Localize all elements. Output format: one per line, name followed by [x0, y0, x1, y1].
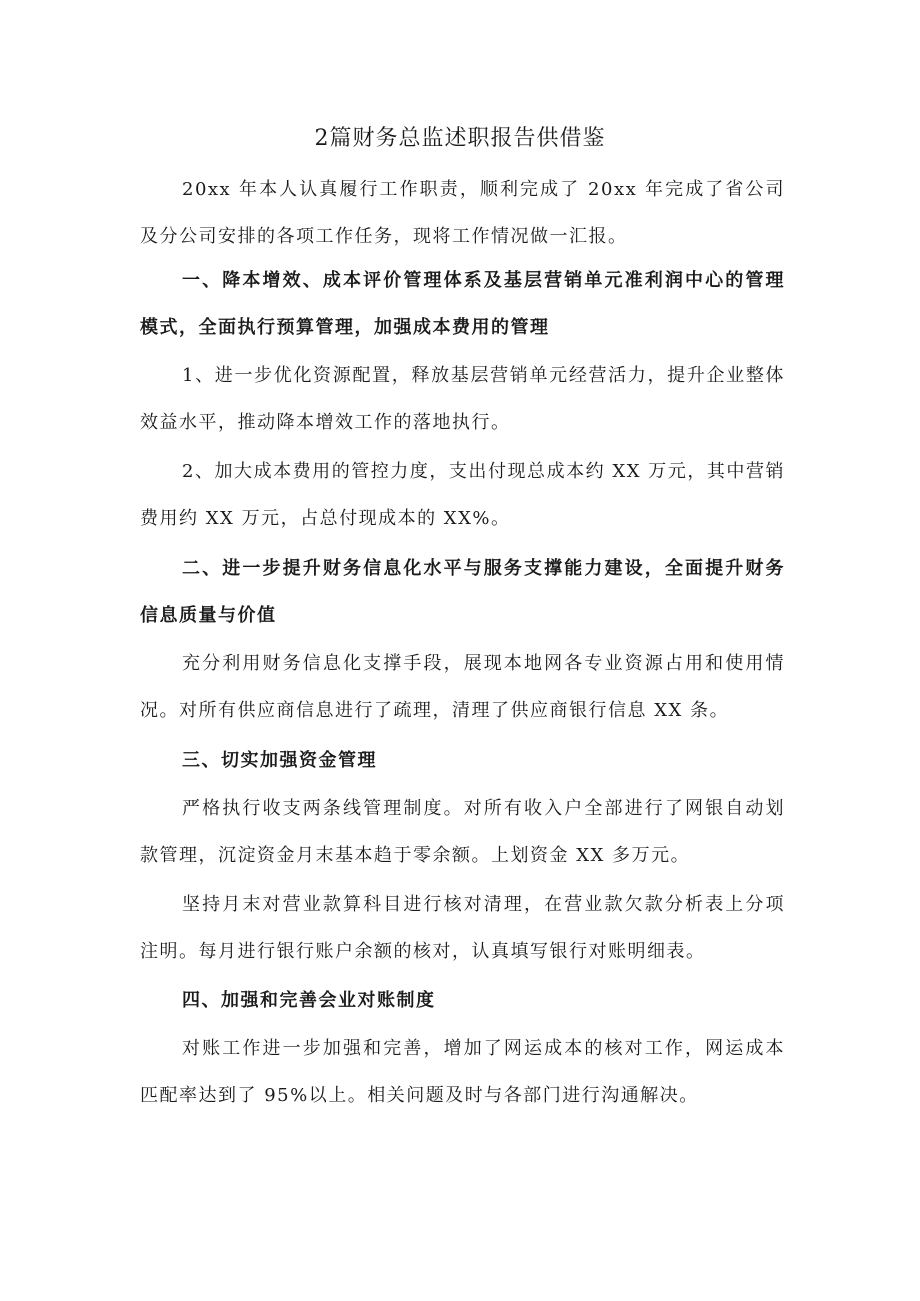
document-title: 2篇财务总监述职报告供借鉴: [314, 126, 606, 151]
section-4-paragraph-1: 对账工作进一步加强和完善，增加了网运成本的核对工作，网运成本匹配率达到了 95%以上。相关问题及时与各部门进行沟通解决。: [140, 1038, 785, 1106]
section-1-paragraph-1: 1、进一步优化资源配置，释放基层营销单元经营活力，提升企业整体效益水平，推动降本增效工作的落地执行。: [140, 365, 785, 433]
section-1-paragraph-2: 2、加大成本费用的管控力度，支出付现总成本约 XX 万元，其中营销费用约 XX 万元，占总付现成本的 XX%。: [140, 461, 785, 529]
section-1-heading: 一、降本增效、成本评价管理体系及基层营销单元准利润中心的管理模式，全面执行预算管理，加强成本费用的管理: [140, 270, 785, 338]
section-2-paragraph-1: 充分利用财务信息化支撑手段，展现本地网各专业资源占用和使用情况。对所有供应商信息进行了疏理，清理了供应商银行信息 XX 条。: [140, 653, 785, 721]
section-2-heading: 二、进一步提升财务信息化水平与服务支撑能力建设，全面提升财务信息质量与价值: [140, 558, 785, 626]
section-3-paragraph-2: 坚持月末对营业款算科目进行核对清理，在营业款欠款分析表上分项注明。每月进行银行账户余额的核对，认真填写银行对账明细表。: [140, 894, 785, 962]
section-3-heading: 三、切实加强资金管理: [182, 750, 377, 771]
section-4-heading: 四、加强和完善会业对账制度: [182, 990, 436, 1011]
intro-paragraph: 20xx 年本人认真履行工作职责，顺利完成了 20xx 年完成了省公司及分公司安排的各项工作任务，现将工作情况做一汇报。: [140, 179, 785, 247]
section-3-paragraph-1: 严格执行收支两条线管理制度。对所有收入户全部进行了网银自动划款管理，沉淀资金月末基本趋于零余额。上划资金 XX 多万元。: [140, 798, 785, 866]
